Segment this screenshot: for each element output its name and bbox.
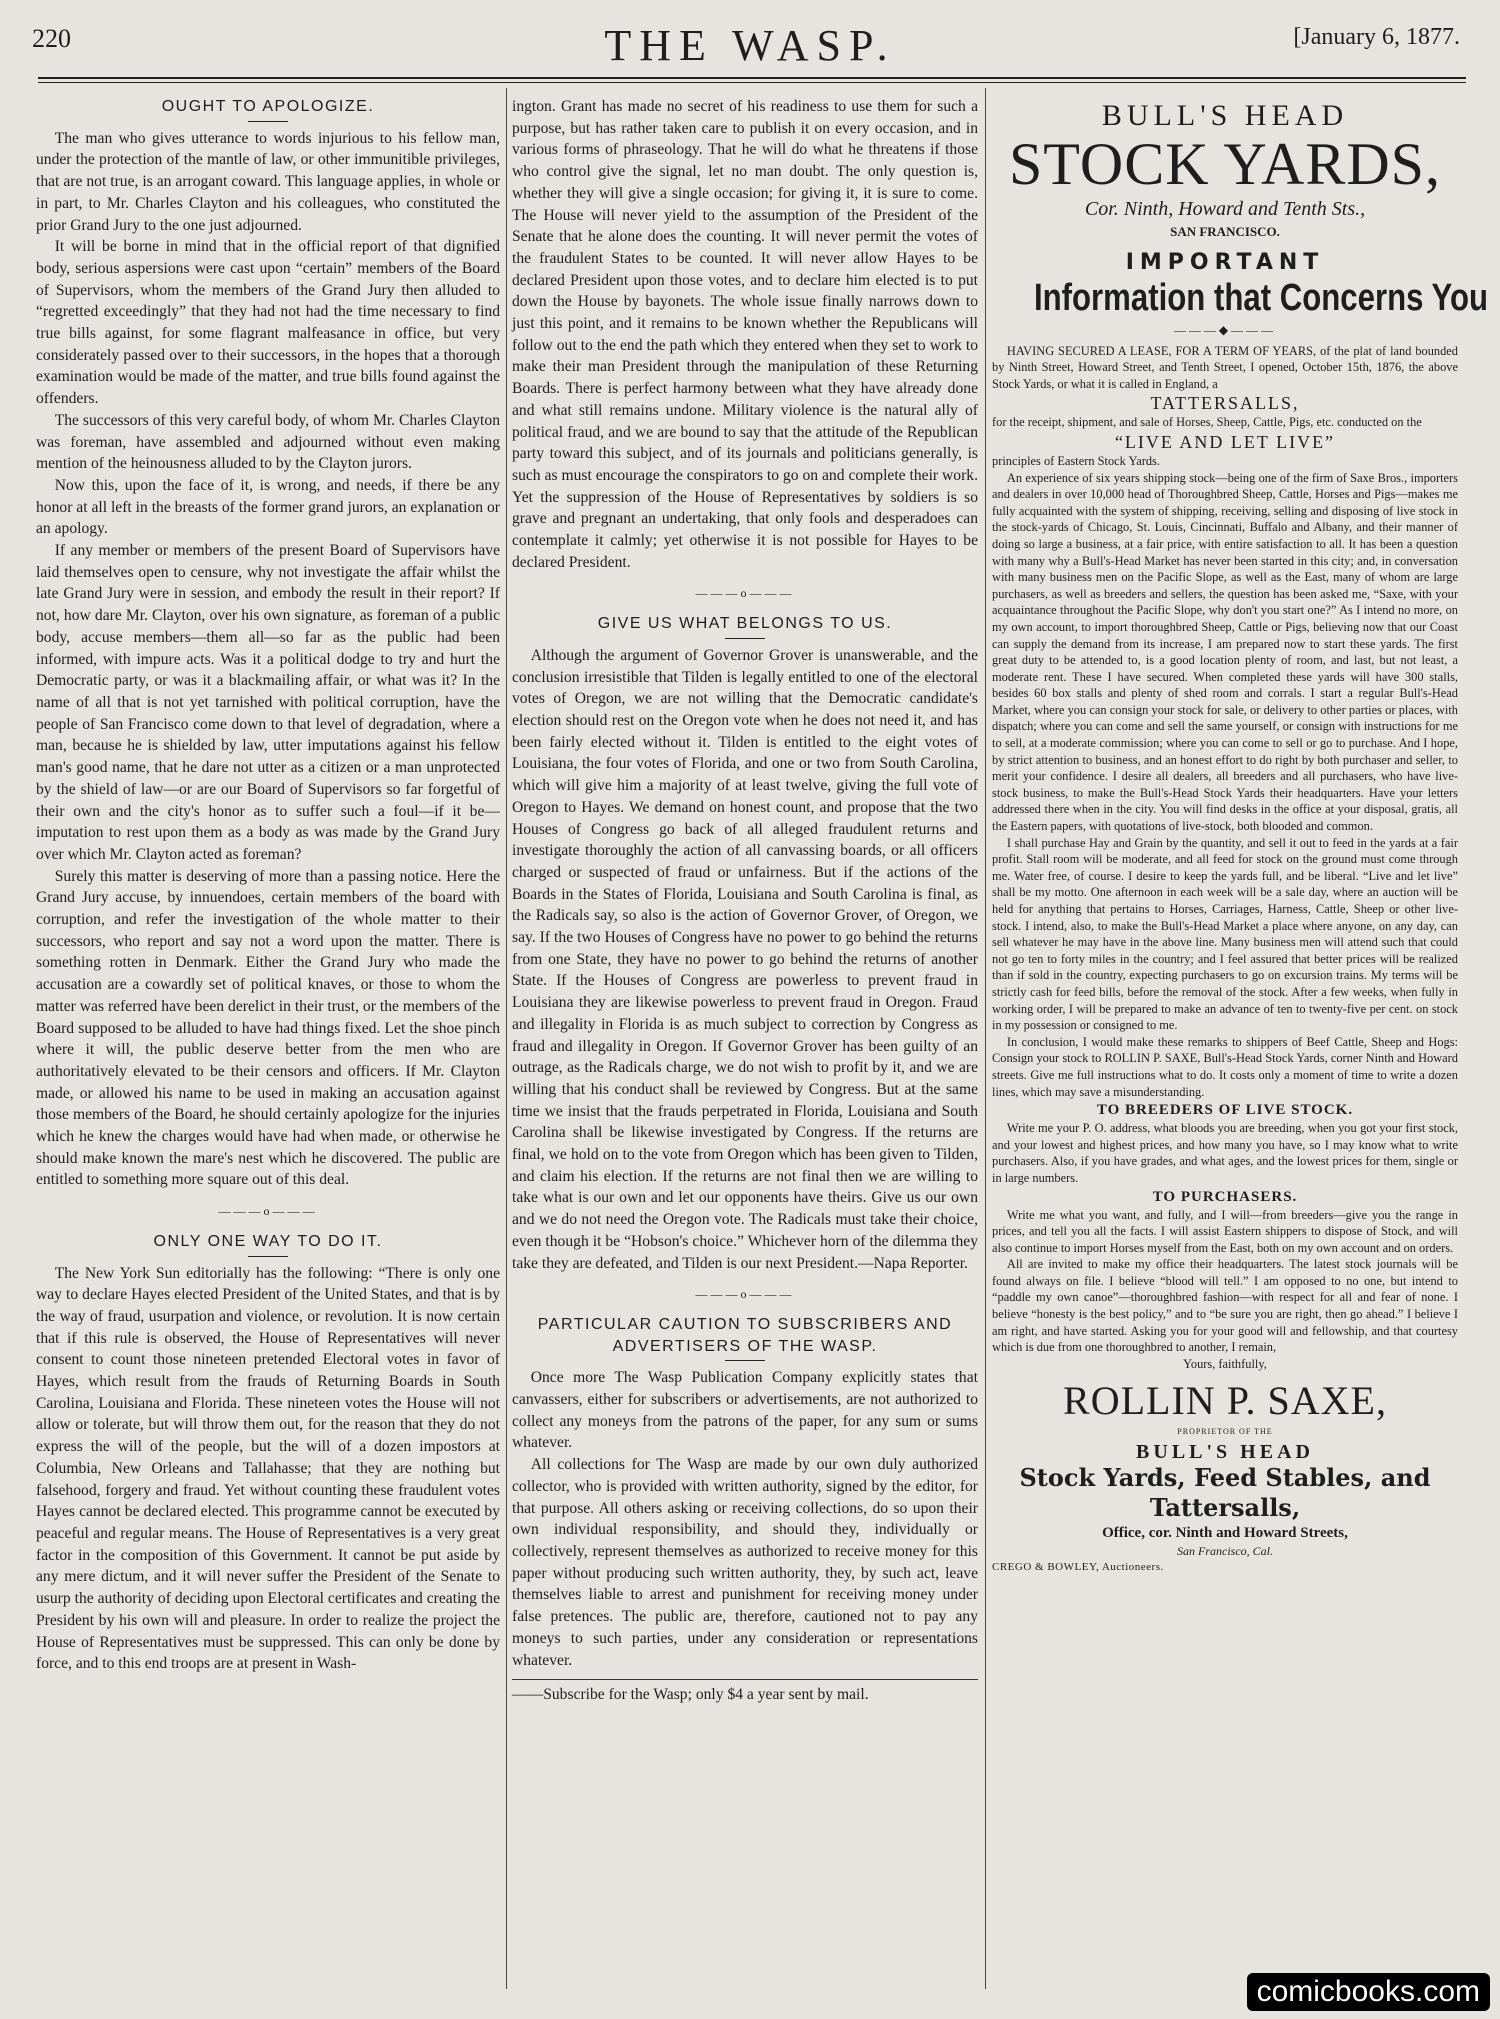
paragraph: ington. Grant has made no secret of his readiness to use them for such a purpose, but has rather taken care to publish it on every occasion, and in various forms of phraseology. That he will do what he threatens if those who control give the signal, let no man doubt. The only question is, whether they will give a single occasion; for giving it, it is sure to come. The House will never yield to the assumption of the President of the Senate that he alone does the counting. It will never permit the votes of the fraudulent States to be counted. It will never allow Hayes to be declared President upon those votes, and to declare him elected is to put down the House by bayonets. The whole issue finally narrows down to just this point, and it remains to be known whether the Republicans will follow out to the end the path which they entered when they set to work to make their man President through the manipulation of these Returning Boards. There is perfect harmony between what they have already done and what still remains undone. Military violence is the natural ally of political fraud, and we are bound to say that the attitude of the Republican party toward this subject, and of its journals and politicians generally, is such as must encourage the conspirators to go on and complete their work. Yet the suppression of the House of Representatives by soldiers is so grave and pregnant an undertaking, that only fools and desperadoes can contemplate it calmly; yet otherwise it is not possible for Hayes to be declared President.: [512, 98, 978, 571]
ad-proprietor: PROPRIETOR OF THE: [1177, 1427, 1273, 1437]
page-number: 220: [32, 24, 71, 53]
subscription-note: ——Subscribe for the Wasp; only $4 a year sent by mail.: [512, 1686, 869, 1704]
ad-lease: HAVING SECURED A LEASE, FOR A TERM OF YEARS, of the plat of land bounded by Ninth Street, Howard Street, and Tenth Street, I opened, October 15th, 1876, the above Stock Yards, or what it is called in England, a: [992, 343, 1458, 391]
article-title-apologize: OUGHT TO APOLOGIZE.: [161, 98, 375, 115]
ad-printers: CREGO & BOWLEY, Auctioneers.: [992, 1561, 1164, 1574]
ad-purchasers-heading: TO PURCHASERS.: [1152, 1188, 1298, 1205]
watermark-logo: comicbooks.com: [1247, 1973, 1490, 2011]
paragraph: It will be borne in mind that in the official report of that dignified body, serious aspersions were cast upon “certain” members of the Board of Supervisors, whom the members of the Grand Jury then alluded to “regretted exceedingly” that they had not had the time necessary to find true bills against, for some flagrant malfeasance in office, but very considerately passed over to their successors, in the hopes that a thorough examination would be made of the matter, and true bills found against the offenders.: [36, 238, 500, 408]
issue-date: [January 6, 1877.: [1293, 24, 1460, 50]
paragraph: Although the argument of Governor Grover is unanswerable, and the conclusion irresistible that Tilden is legally entitled to one of the electoral votes of Oregon, we are not willing that the Democratic candidate's election should rest on the Oregon vote when he does not need it, and has been fairly elected without it. Tilden is entitled to the eight votes of Louisiana, the four votes of Florida, and one or two from South Carolina, which will give him a majority of at least twelve, giving the full vote of Oregon to Hayes. We demand on honest count, and propose that the two Houses of Congress go back of all alleged fraudulent returns and investigate thoroughly the action of all canvassing boards, or all officers charged or suspected of fraud or unfairness. But if the actions of the Boards in the States of Florida, Louisiana and South Carolina is final, as the Radicals say, so also is the action of Governor Grover, of Oregon, we say. If the two Houses of Congress have no power to go behind the returns from one State, they have no power to go behind the returns of another State. If the Houses of Congress are powerless to prevent fraud in Louisiana they are likewise powerless to prevent fraud in Oregon. Fraud and illegality in Florida is as much subject to correction by Congress as fraud and illegality in Oregon. If Governor Grover has been guilty of an outrage, as the Radicals charge, we do not wish to profit by it, and we are willing that his conduct shall be reviewed by Congress. But at the same time we insist that the frauds perpetrated in Florida, Louisiana and South Carolina shall be likewise investigated by Congress. If the returns are final, we hold on to the vote from Oregon which has been given to Tilden, and claim his election. If the returns are not final then we are willing to take what is our own and let our opponents have theirs. Give us our own and we do not need the Oregon vote. The Radicals must take their choice, even though it be “Hobson's choice.” Whichever horn of the dilemma they take they are defeated, and Tilden is our next President.—Napa Reporter.: [512, 646, 978, 1272]
paragraph: All collections for The Wasp are made by our own duly authorized collector, who is provided with written authority, signed by the editor, for that purpose. All others asking or receiving collections, do so upon their own individual responsibility, and should they, individually or collectively, represent themselves as authorized to receive money for this paper without producing such written authority, they, by such act, leave themselves liable to arrest and punishment for receiving money under false pretences. The public are, therefore, cautioned not to pay any moneys to such parties, under any consideration or representations whatever.: [512, 1456, 978, 1669]
column-divider-2: [985, 88, 986, 1989]
paragraph: The man who gives utterance to words injurious to his fellow man, under the protection of the mantle of law, or other immunitible privileges, that are not true, is an arrogant coward. This language applies, in whole or in part, to Mr. Charles Clayton and his colleagues, who constituted the prior Grand Jury to the one just adjourned.: [36, 129, 500, 234]
title-rule: [248, 1256, 288, 1257]
paragraph: Surely this matter is deserving of more than a passing notice. Here the Grand Jury accuse, by innuendoes, certain members of the board with corruption, and refer the investigation of the whole matter to their successors, who report and say not a word upon the matter. There is something rotten in Denmark. Either the Grand Jury who made the accusation are a cowardly set of political knaves, or those to whom the matter was referred have been derelict in their trust, or the members of the Board supposed to be alluded to have had things fixed. Let the shoe pinch where it will, the public deserve better from the men who are authoritatively elevated to be their censors and officers. If Mr. Clayton made, or allowed his name to be used in making an accusation against those members of the Board, he should certainly apologize for the injuries which he knew the charges would have had when made, or otherwise he should make known the mare's nest which he discovered. The public are entitled to something more square out of this deal.: [36, 867, 500, 1189]
advertisement-column: [992, 96, 1489, 1576]
ad-paragraph: I shall purchase Hay and Grain by the quantity, and sell it out to feed in the yards at a fair profit. Stall room will be moderate, and all feed for stock on the ground must come through me. Water free, of course. I desire to keep the yards full, and be liberal. “Live and let live” shall be my motto. One afternoon in each week will be a sale day, where an auction will be held for anything that pertains to Horses, Carriages, Harness, Cattle, Sheep or other live-stock. I intend, also, to make the Bull's-Head Market a place where anyone, on any day, can sell whatever he may have in the above line. Many business men will attend such that could not go ten to forty miles in the country; and I feel assured that better prices will be realized than if sold in the country, expecting purchasers to go on excursion trains. My terms will be strictly cash for feed bills, before the removal of the stock. After a few weeks, when fully in working order, I will be prepared to make an advance of ten to twenty-five per cent. on stock in my possession or consigned to me.: [992, 835, 1458, 1033]
section-ornament: ———o———: [218, 1204, 318, 1219]
ad-bulls-head: BULL'S HEAD: [1101, 99, 1349, 132]
ad-principles: principles of Eastern Stock Yards.: [992, 453, 1160, 468]
section-ornament: ———o———: [695, 1287, 795, 1302]
ad-ornament: ———◆———: [1173, 323, 1277, 337]
ad-bulls-head-2: BULL'S HEAD: [1136, 1441, 1314, 1464]
paragraph: The successors of this very careful body, of whom Mr. Charles Clayton was foreman, have assembled and adjourned without even making mention of the heinousness alluded to by the Clayton jurors.: [36, 411, 500, 473]
ad-paragraph: An experience of six years shipping stock—being one of the firm of Saxe Bros., importers and dealers in over 10,000 head of Thoroughbred Sheep, Cattle, Horses and Pigs—makes me fully acquainted with the system of shipping, receiving, selling and disposing of live stock in the stock-yards of Chicago, St. Louis, Cincinnati, Buffalo and Albany, and their manner of doing so large a business, at a fair price, with entire satisfaction to all. It has been a question with many why a Bull's-Head Market has never been started in this city; and, in conversation with many business men on the Pacific Slope, as well as the East, many of whom are large purchasers, as well as breeders and sellers, the question has been asked me, “Saxe, with your acquaintance throughout the Pacific Slope, why don't you start one?” As I intend no more, on my own account, to import thoroughbred Sheep, Cattle or Pigs, believing now that our Coast can supply the demand from its increase, I am prepared now to start these yards. The first great duty to be attended to, is a good location plenty of room, and last, but not least, a moderate rent. These I have secured. When completed these yards will have 300 stalls, besides 60 box stalls and plenty of shed room and corrals. I start a regular Bull's-Head Market, where you can consign your stock for sale, or delivery to other parties or places, with dispatch; where you can come and sell the same yourself, or consign with instructions for me to sell, at a moderate commission; where you can come to sell or go to purchase. And I hope, by strict attention to business, and an honest effort to do right by both purchaser and seller, to merit your confidence. I desire all dealers, all breeders and all purchasers, who have live-stock business, to make the Bull's-Head Stock Yards their headquarters. Have your letters addressed there when in the city. You will find desks in the office at your disposal, gratis, all the Eastern papers, with quotations of live-stock, both blooded and common.: [992, 470, 1458, 834]
paragraph: The New York Sun editorially has the following: “There is only one way to declare Hayes elected President of the United States, and that is by the way of fraud, usurpation and violence, or revolution. It is now certain that if this rule is observed, the House of Representatives will never consent to count those nineteen pretended Electoral votes in favor of Hayes, which result from the frauds of Returning Boards in South Carolina, Louisiana and Florida. These nineteen votes the House will not allow or tolerate, but will throw them out, for the reason that they do not express the will of the people, but the will of a dozen impostors at Columbia, New Orleans and Tallahasse; that they are nothing but falsehood, forgery and fraud. Yet without counting these fraudulent votes Hayes cannot be declared elected. This programme cannot be executed by peaceful and regular means. The House of Representatives is a very great factor in the composition of this Government. It cannot be put aside by any mere dictum, and it will never suffer the President of the Senate to usurp the authority of deciding upon Electoral certificates and creating the President by his own will and pleasure. In order to realize the project the House of Representatives must be suppressed. This can only be done by force, and to this end troops are at present in Wash-: [36, 1264, 500, 1673]
ad-tattersalls: TATTERSALLS,: [1150, 393, 1300, 414]
ad-info-heading: Information that Concerns You: [1033, 277, 1489, 319]
ad-important: IMPORTANT: [1125, 250, 1325, 275]
masthead: [0, 14, 1500, 70]
ad-city: SAN FRANCISCO.: [1170, 224, 1280, 239]
ad-stock-feed-tattersalls: Stock Yards, Feed Stables, and Tattersalls,: [1019, 1463, 1431, 1523]
section-ornament: ———o———: [695, 586, 795, 601]
ad-closing: Yours, faithfully,: [1183, 1356, 1267, 1371]
ad-office-city: San Francisco, Cal.: [1177, 1544, 1273, 1559]
ad-address: Cor. Ninth, Howard and Tenth Sts.,: [1084, 198, 1366, 220]
ad-paragraph: In conclusion, I would make these remarks to shippers of Beef Cattle, Sheep and Hogs: Consign your stock to ROLLIN P. SAXE, Bull's-Head Stock Yards, corner Ninth and Howard streets. Give me full instructions what to do. It costs only a moment of time to write a dozen lines, which may save a misunderstanding.: [992, 1034, 1458, 1099]
column-2: [512, 96, 978, 1706]
paragraph: Once more The Wasp Publication Company explicitly states that canvassers, either for subscribers or advertisements, are not authorized to collect any moneys from the patrons of the paper, for any sum or sums whatever.: [512, 1369, 978, 1452]
ad-signature: ROLLIN P. SAXE,: [1063, 1378, 1387, 1424]
title-rule: [725, 1360, 765, 1361]
newspaper-title: THE WASP.: [604, 21, 896, 70]
ad-office: Office, cor. Ninth and Howard Streets,: [1102, 1525, 1348, 1542]
paragraph: Now this, upon the face of it, is wrong, and needs, if there be any honor at all left in the breasts of the former grand jurors, an explanation or an apology.: [36, 476, 500, 538]
ad-for-receipt: for the receipt, shipment, and sale of Horses, Sheep, Cattle, Pigs, etc. conducted on the: [992, 415, 1422, 430]
ad-paragraph: All are invited to make my office their headquarters. The latest stock journals will be found always on file. I believe “blood will tell.” I am opposed to no one, but intend to “paddle my own canoe”—thoroughbred fashion—with respect for all and fear of none. I believe “honesty is the best policy,” and to “be sure you are right, then go ahead.” I believe I am right, and have started. Asking you for your good will and fellowship, and that courtesy which is due from one thoroughbred to another, I remain,: [992, 1257, 1458, 1355]
footer-rule: [512, 1679, 978, 1680]
article-title-one-way: ONLY ONE WAY TO DO IT.: [153, 1232, 383, 1250]
column-1: [36, 96, 500, 1675]
title-rule: [725, 638, 765, 639]
article-title-caution: PARTICULAR CAUTION TO SUBSCRIBERS AND ADVERTISERS OF THE WASP.: [537, 1315, 953, 1355]
ad-paragraph: Write me what you want, and fully, and I will—from breeders—give you the range in prices, and tell you all the facts. I will assist Eastern shippers to dispose of Stock, and will also continue to import Horses myself from the East, both on my own account and on orders.: [992, 1207, 1458, 1255]
ad-stock-yards: STOCK YARDS,: [1008, 131, 1442, 197]
column-divider-1: [506, 88, 507, 1989]
title-rule: [248, 121, 288, 122]
ad-paragraph: Write me your P. O. address, what bloods you are breeding, when you got your first stock, and your lowest and highest prices, and how many you have, so I may know what to write purchasers. Also, if you have grades, and what ages, and the lowest prices for them, single or in large numbers.: [992, 1121, 1458, 1185]
paragraph: If any member or members of the present Board of Supervisors have laid themselves open to censure, why not investigate the affair whilst the late Grand Jury were in session, and embody the result in their report? If not, how dare Mr. Clayton, over his own signature, as foreman of a public body, accuse members—them all—so far as the public had been informed, with impure acts. Was it a political dodge to try and hurt the Democratic party, or was it a blackmailing affair, or what was it? In the name of all that is not yet tarnished with political corruption, have the people of San Francisco come down to that level of degradation, where a man, because he is shielded by law, utter imputations against his fellow man's good name, that he dare not utter as a citizen or a man unprotected by the shield of law—or are our Board of Supervisors so far forgetful of their own and the city's honor as to suffer such a foul—if it be—imputation to rest upon them as a body as was made by the Grand Jury over which Mr. Clayton acted as foreman?: [36, 542, 500, 863]
masthead-rule: [38, 77, 1466, 83]
article-title-belongs: GIVE US WHAT BELONGS TO US.: [597, 615, 893, 633]
ad-motto: “LIVE AND LET LIVE”: [1114, 431, 1336, 452]
ad-breeders-heading: TO BREEDERS OF LIVE STOCK.: [1096, 1102, 1354, 1119]
